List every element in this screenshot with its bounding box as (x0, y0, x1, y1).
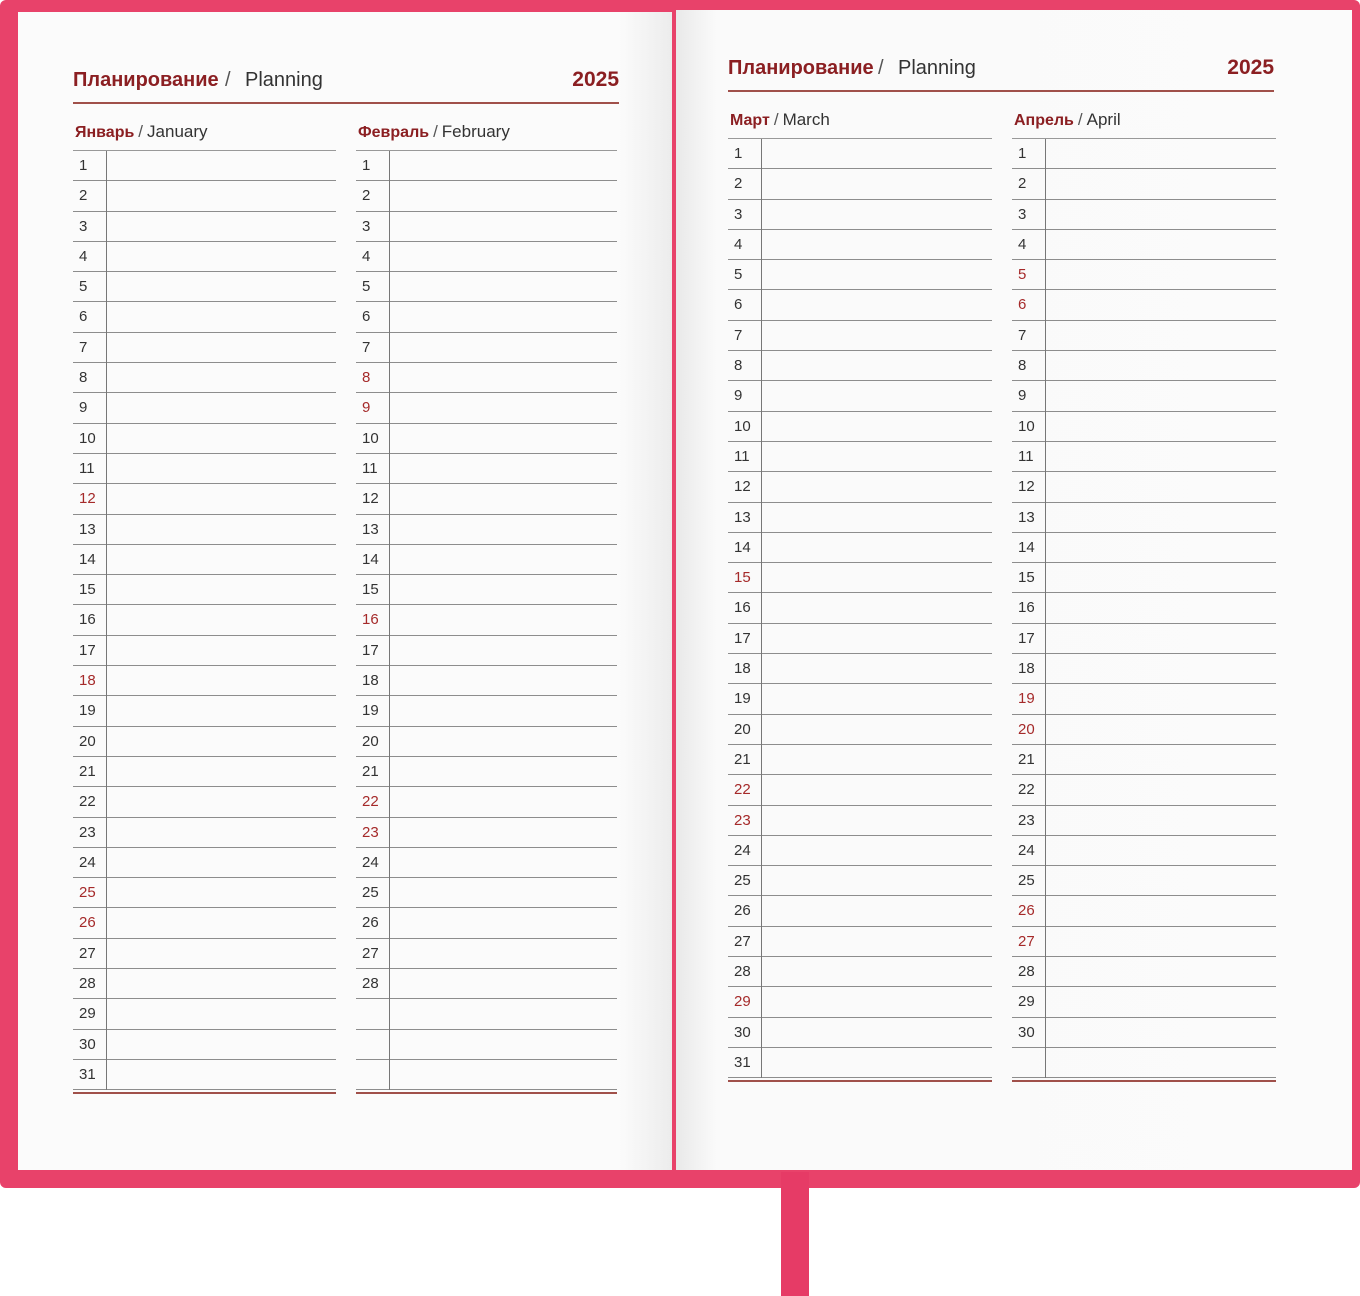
day-number: 22 (362, 793, 379, 811)
day-row (356, 666, 617, 696)
day-number: 17 (734, 629, 751, 647)
day-row (728, 260, 992, 290)
day-row (1012, 957, 1276, 987)
day-row (73, 272, 336, 302)
day-row (728, 230, 992, 260)
day-row (73, 787, 336, 817)
day-number: 26 (362, 914, 379, 932)
day-row (356, 908, 617, 938)
month-name-en: April (1086, 110, 1121, 129)
page-title-en: Planning (898, 57, 976, 79)
day-row (356, 363, 617, 393)
day-number: 11 (734, 447, 750, 465)
day-row (728, 836, 992, 866)
day-number: 16 (79, 611, 96, 629)
day-number: 15 (1018, 569, 1035, 587)
day-row (356, 727, 617, 757)
day-row (356, 515, 617, 545)
day-number: 19 (734, 690, 751, 708)
day-number: 27 (362, 944, 379, 962)
day-number: 23 (1018, 811, 1035, 829)
month-separator: / (138, 122, 144, 141)
day-row (73, 605, 336, 635)
bottom-rule (728, 1080, 992, 1082)
day-number: 21 (734, 750, 751, 768)
day-row (728, 442, 992, 472)
day-row (728, 533, 992, 563)
day-number: 28 (362, 975, 379, 993)
column-divider (1045, 139, 1046, 1078)
day-number: 12 (362, 490, 379, 508)
day-row (356, 848, 617, 878)
day-row (73, 636, 336, 666)
day-row (73, 666, 336, 696)
day-number: 25 (1018, 872, 1035, 890)
day-row (356, 151, 617, 181)
title-separator: / (225, 69, 231, 91)
day-number: 5 (734, 266, 743, 284)
day-number: 4 (362, 247, 371, 265)
day-row (728, 775, 992, 805)
day-row (356, 1030, 617, 1060)
column-divider (761, 139, 762, 1078)
day-row (73, 212, 336, 242)
day-number: 1 (362, 157, 371, 174)
day-row (1012, 260, 1276, 290)
day-number: 13 (1018, 508, 1035, 526)
page-title-ru: Планирование (728, 57, 874, 79)
day-row (356, 484, 617, 514)
day-number: 20 (734, 720, 751, 738)
day-number: 29 (79, 1005, 96, 1023)
day-row (73, 818, 336, 848)
bottom-rule (1012, 1080, 1276, 1082)
month-title (358, 122, 510, 144)
day-number: 12 (734, 478, 751, 496)
year-label: 2025 (572, 68, 619, 91)
column-divider (389, 151, 390, 1090)
day-row (73, 181, 336, 211)
day-row (356, 333, 617, 363)
day-row (728, 1018, 992, 1048)
day-row (356, 181, 617, 211)
day-row (1012, 715, 1276, 745)
day-row (73, 939, 336, 969)
day-row (73, 393, 336, 423)
day-row (73, 696, 336, 726)
day-number: 28 (1018, 963, 1035, 981)
day-row (728, 896, 992, 926)
day-row (728, 351, 992, 381)
day-row (356, 818, 617, 848)
day-number: 17 (362, 641, 379, 659)
day-row (356, 393, 617, 423)
day-number: 4 (79, 247, 88, 265)
day-number: 5 (79, 278, 88, 296)
day-row (73, 545, 336, 575)
day-number: 25 (362, 884, 379, 902)
day-row (1012, 442, 1276, 472)
day-number: 3 (734, 205, 743, 223)
day-row (356, 302, 617, 332)
day-row (1012, 139, 1276, 169)
day-number: 12 (79, 490, 96, 508)
day-number: 7 (79, 338, 88, 356)
day-number: 23 (79, 823, 96, 841)
day-number: 16 (362, 611, 379, 629)
day-number: 28 (734, 963, 751, 981)
day-number: 1 (1018, 145, 1027, 162)
month-name-en: February (441, 122, 510, 141)
day-row (1012, 351, 1276, 381)
page-header (728, 50, 1274, 92)
month-name-ru: Январь (75, 124, 135, 141)
day-row (1012, 290, 1276, 320)
day-row (73, 757, 336, 787)
page-header (73, 62, 619, 104)
month-title (1014, 110, 1121, 132)
day-number: 18 (79, 672, 96, 690)
day-row (1012, 563, 1276, 593)
day-number: 30 (734, 1023, 751, 1041)
day-number: 3 (1018, 205, 1027, 223)
day-number: 28 (79, 975, 96, 993)
day-number: 2 (362, 187, 371, 205)
day-row (728, 472, 992, 502)
month-title (730, 110, 830, 132)
month-name-en: March (782, 110, 830, 129)
day-number: 30 (79, 1035, 96, 1053)
day-row (73, 515, 336, 545)
day-row (1012, 927, 1276, 957)
day-number: 18 (1018, 660, 1035, 678)
day-row (728, 987, 992, 1017)
day-row (73, 363, 336, 393)
day-row (73, 999, 336, 1029)
day-number: 3 (79, 217, 88, 235)
page-title-ru: Планирование (73, 69, 219, 91)
day-number: 11 (79, 459, 95, 477)
day-row (356, 939, 617, 969)
day-grid (728, 138, 992, 1078)
day-number: 9 (362, 399, 371, 417)
left-page (18, 12, 672, 1170)
day-row (728, 169, 992, 199)
day-row (728, 593, 992, 623)
month-separator: / (1077, 110, 1083, 129)
day-number: 8 (1018, 357, 1027, 375)
day-number: 6 (79, 308, 88, 326)
day-number: 11 (362, 459, 378, 477)
day-number: 22 (79, 793, 96, 811)
day-number: 6 (734, 296, 743, 314)
day-number: 22 (734, 781, 751, 799)
day-number: 9 (734, 387, 743, 405)
day-row (728, 139, 992, 169)
day-number: 13 (362, 520, 379, 538)
day-row (73, 1060, 336, 1090)
day-row (1012, 896, 1276, 926)
day-row (1012, 412, 1276, 442)
month-name-ru: Март (730, 112, 770, 129)
day-number: 22 (1018, 781, 1035, 799)
day-row (728, 745, 992, 775)
bottom-rule (356, 1092, 617, 1094)
day-number: 14 (1018, 538, 1035, 556)
day-number: 27 (79, 944, 96, 962)
day-row (356, 272, 617, 302)
month-name-ru: Февраль (358, 124, 430, 141)
day-number: 23 (734, 811, 751, 829)
day-number: 24 (1018, 841, 1035, 859)
day-row (728, 806, 992, 836)
day-number: 26 (1018, 902, 1035, 920)
day-row (356, 757, 617, 787)
day-row (728, 624, 992, 654)
day-row (1012, 472, 1276, 502)
day-number: 15 (362, 581, 379, 599)
month-name-ru: Апрель (1014, 112, 1074, 129)
day-row (728, 715, 992, 745)
day-grid (1012, 138, 1276, 1078)
day-number: 15 (734, 569, 751, 587)
day-number: 7 (362, 338, 371, 356)
day-row (728, 290, 992, 320)
day-number: 26 (79, 914, 96, 932)
day-row (356, 878, 617, 908)
day-row (1012, 593, 1276, 623)
day-number: 13 (734, 508, 751, 526)
day-row (1012, 169, 1276, 199)
day-number: 27 (1018, 932, 1035, 950)
day-number: 21 (79, 762, 96, 780)
day-row (356, 636, 617, 666)
day-grid (73, 150, 336, 1090)
day-number: 10 (362, 429, 379, 447)
day-number: 2 (734, 175, 743, 193)
day-row (728, 684, 992, 714)
day-number: 15 (79, 581, 96, 599)
day-row (356, 969, 617, 999)
month-name-en: January (147, 122, 208, 141)
day-row (728, 321, 992, 351)
day-row (73, 302, 336, 332)
day-number: 21 (1018, 750, 1035, 768)
day-number: 7 (734, 326, 743, 344)
right-page (676, 10, 1352, 1170)
day-number: 17 (1018, 629, 1035, 647)
day-row (356, 212, 617, 242)
day-number: 8 (734, 357, 743, 375)
day-row (73, 151, 336, 181)
day-number: 11 (1018, 447, 1034, 465)
day-row (728, 381, 992, 411)
day-row (356, 1060, 617, 1090)
day-row (728, 503, 992, 533)
day-number: 10 (734, 417, 751, 435)
day-number: 8 (79, 369, 88, 387)
day-row (73, 727, 336, 757)
day-number: 6 (362, 308, 371, 326)
day-number: 29 (1018, 993, 1035, 1011)
day-row (1012, 381, 1276, 411)
day-number: 20 (362, 732, 379, 750)
day-row (1012, 684, 1276, 714)
day-row (73, 575, 336, 605)
day-row (1012, 321, 1276, 351)
day-row (356, 605, 617, 635)
day-number: 30 (1018, 1023, 1035, 1041)
day-number: 16 (734, 599, 751, 617)
day-number: 14 (79, 550, 96, 568)
day-number: 10 (79, 429, 96, 447)
day-row (356, 424, 617, 454)
day-row (73, 333, 336, 363)
day-number: 5 (362, 278, 371, 296)
day-row (1012, 836, 1276, 866)
day-number: 18 (362, 672, 379, 690)
day-row (1012, 533, 1276, 563)
day-row (73, 969, 336, 999)
day-row (356, 545, 617, 575)
day-number: 9 (1018, 387, 1027, 405)
day-grid (356, 150, 617, 1090)
day-row (1012, 745, 1276, 775)
day-row (73, 242, 336, 272)
title-separator: / (878, 57, 884, 79)
day-row (728, 866, 992, 896)
day-number: 6 (1018, 296, 1027, 314)
day-row (73, 484, 336, 514)
day-number: 12 (1018, 478, 1035, 496)
day-number: 8 (362, 369, 371, 387)
day-row (728, 654, 992, 684)
page-title-en: Planning (245, 69, 323, 91)
day-row (1012, 775, 1276, 805)
bookmark-ribbon (781, 1172, 809, 1296)
day-row (73, 848, 336, 878)
day-row (1012, 806, 1276, 836)
month-separator: / (773, 110, 779, 129)
day-row (356, 575, 617, 605)
day-number: 19 (79, 702, 96, 720)
column-divider (106, 151, 107, 1090)
day-row (728, 927, 992, 957)
day-number: 16 (1018, 599, 1035, 617)
day-number: 3 (362, 217, 371, 235)
day-number: 23 (362, 823, 379, 841)
day-row (1012, 1048, 1276, 1078)
month-separator: / (433, 122, 438, 141)
day-number: 7 (1018, 326, 1027, 344)
day-number: 9 (79, 399, 88, 417)
day-number: 19 (1018, 690, 1035, 708)
day-number: 14 (362, 550, 379, 568)
day-number: 4 (1018, 235, 1027, 253)
day-number: 31 (79, 1065, 96, 1083)
day-row (1012, 1018, 1276, 1048)
day-number: 27 (734, 932, 751, 950)
day-row (1012, 200, 1276, 230)
day-row (1012, 866, 1276, 896)
day-number: 26 (734, 902, 751, 920)
day-row (356, 454, 617, 484)
day-row (356, 999, 617, 1029)
bottom-rule (73, 1092, 336, 1094)
day-number: 25 (734, 872, 751, 890)
day-row (728, 412, 992, 442)
day-number: 20 (1018, 720, 1035, 738)
day-number: 1 (734, 145, 743, 162)
day-number: 24 (362, 853, 379, 871)
day-row (356, 787, 617, 817)
day-row (1012, 503, 1276, 533)
day-number: 24 (79, 853, 96, 871)
day-row (356, 242, 617, 272)
day-row (73, 878, 336, 908)
day-number: 2 (79, 187, 88, 205)
day-row (728, 957, 992, 987)
day-number: 2 (1018, 175, 1027, 193)
day-number: 20 (79, 732, 96, 750)
day-number: 10 (1018, 417, 1035, 435)
day-number: 21 (362, 762, 379, 780)
day-number: 14 (734, 538, 751, 556)
day-number: 25 (79, 884, 96, 902)
day-number: 4 (734, 235, 743, 253)
day-number: 18 (734, 660, 751, 678)
day-row (728, 563, 992, 593)
day-number: 1 (79, 157, 88, 174)
day-row (73, 908, 336, 938)
day-row (728, 1048, 992, 1078)
day-row (1012, 624, 1276, 654)
day-row (356, 696, 617, 726)
day-number: 24 (734, 841, 751, 859)
day-row (73, 454, 336, 484)
day-number: 29 (734, 993, 751, 1011)
day-row (728, 200, 992, 230)
day-row (73, 1030, 336, 1060)
day-row (1012, 230, 1276, 260)
day-number: 13 (79, 520, 96, 538)
day-number: 5 (1018, 266, 1027, 284)
day-row (1012, 654, 1276, 684)
month-title (75, 122, 208, 144)
day-number: 17 (79, 641, 96, 659)
day-number: 31 (734, 1053, 751, 1071)
day-number: 19 (362, 702, 379, 720)
day-row (1012, 987, 1276, 1017)
year-label: 2025 (1227, 56, 1274, 79)
day-row (73, 424, 336, 454)
